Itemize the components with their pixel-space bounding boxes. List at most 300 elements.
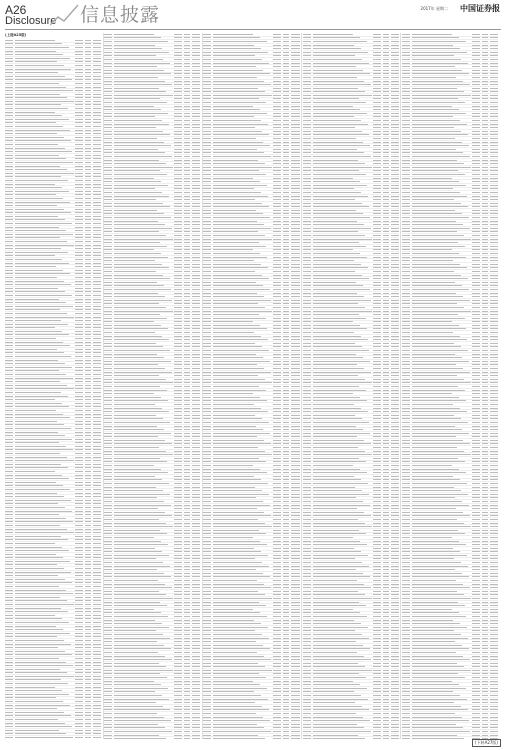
row-text	[192, 91, 200, 92]
row-text	[383, 55, 389, 56]
row-text	[283, 249, 289, 250]
row-text	[313, 181, 360, 182]
row-text	[391, 106, 399, 107]
row-text	[75, 363, 83, 364]
row-text	[5, 83, 13, 84]
decorative-line-icon	[50, 3, 80, 27]
row-text	[85, 608, 91, 609]
row-text	[93, 137, 101, 138]
row-text	[203, 623, 211, 624]
row-text	[184, 375, 190, 376]
row-text	[15, 191, 69, 192]
listing-column	[303, 33, 399, 739]
row-text	[283, 576, 289, 577]
row-text	[15, 83, 59, 84]
row-text	[75, 43, 83, 44]
row-text	[184, 221, 190, 222]
row-text	[85, 69, 91, 70]
row-text	[15, 435, 65, 436]
row-text	[174, 325, 182, 326]
row-text	[85, 277, 91, 278]
row-text	[283, 400, 289, 401]
row-text	[283, 638, 289, 639]
row-text	[203, 106, 211, 107]
row-text	[15, 259, 62, 260]
row-text	[203, 278, 211, 279]
row-text	[391, 109, 399, 110]
row-text	[75, 679, 83, 680]
row-text	[104, 213, 112, 214]
row-text	[114, 436, 158, 437]
row-text	[213, 354, 256, 355]
row-text	[192, 458, 200, 459]
row-text	[273, 533, 281, 534]
table-row	[104, 737, 200, 739]
row-text	[93, 579, 101, 580]
row-text	[75, 263, 83, 264]
row-text	[273, 307, 281, 308]
row-text	[273, 156, 281, 157]
row-text	[5, 194, 13, 195]
row-text	[273, 386, 281, 387]
row-text	[213, 548, 254, 549]
row-text	[291, 508, 299, 509]
row-text	[75, 374, 83, 375]
row-text	[93, 500, 101, 501]
row-text	[15, 687, 55, 688]
row-text	[104, 648, 112, 649]
row-text	[75, 651, 83, 652]
row-text	[93, 622, 101, 623]
row-text	[383, 127, 389, 128]
row-text	[192, 77, 200, 78]
row-text	[174, 422, 182, 423]
row-text	[93, 737, 101, 738]
row-text	[213, 591, 258, 592]
row-text	[85, 284, 91, 285]
row-text	[15, 525, 60, 526]
row-text	[15, 518, 66, 519]
row-text	[192, 41, 200, 42]
row-text	[303, 106, 311, 107]
row-text	[104, 296, 112, 297]
row-text	[174, 354, 182, 355]
listing-column	[104, 33, 200, 739]
row-text	[291, 569, 299, 570]
row-text	[5, 485, 13, 486]
row-text	[291, 429, 299, 430]
row-text	[203, 465, 211, 466]
row-text	[5, 241, 13, 242]
row-text	[213, 634, 262, 635]
row-text	[85, 644, 91, 645]
row-text	[283, 501, 289, 502]
row-text	[85, 130, 91, 131]
row-text	[283, 142, 289, 143]
row-text	[104, 267, 112, 268]
row-text	[213, 289, 270, 290]
row-text	[93, 381, 101, 382]
row-text	[15, 557, 63, 558]
row-text	[85, 525, 91, 526]
row-text	[15, 302, 66, 303]
row-text	[291, 616, 299, 617]
row-text	[203, 52, 211, 53]
row-text	[192, 656, 200, 657]
row-text	[291, 602, 299, 603]
row-text	[75, 536, 83, 537]
row-text	[5, 306, 13, 307]
row-text	[114, 307, 166, 308]
row-text	[5, 629, 13, 630]
row-text	[273, 346, 281, 347]
row-text	[203, 181, 211, 182]
row-text	[15, 475, 62, 476]
row-text	[383, 34, 389, 35]
row-text	[383, 120, 389, 121]
row-text	[213, 113, 267, 114]
row-text	[203, 548, 211, 549]
row-text	[291, 411, 299, 412]
row-text	[273, 253, 281, 254]
row-text	[85, 471, 91, 472]
row-text	[15, 507, 65, 508]
row-text	[203, 562, 211, 563]
row-text	[174, 677, 182, 678]
row-text	[192, 174, 200, 175]
row-text	[184, 275, 190, 276]
row-text	[104, 652, 112, 653]
row-text	[5, 392, 13, 393]
row-text	[192, 318, 200, 319]
row-text	[104, 645, 112, 646]
row-text	[114, 285, 164, 286]
row-text	[213, 167, 272, 168]
row-text	[203, 242, 211, 243]
row-text	[85, 715, 91, 716]
row-text	[174, 282, 182, 283]
row-text	[213, 382, 272, 383]
row-text	[174, 102, 182, 103]
row-text	[291, 224, 299, 225]
row-text	[15, 252, 68, 253]
row-text	[5, 662, 13, 663]
row-text	[184, 641, 190, 642]
row-text	[273, 336, 281, 337]
row-text	[85, 349, 91, 350]
row-text	[383, 37, 389, 38]
row-text	[273, 483, 281, 484]
row-text	[291, 260, 299, 261]
row-text	[174, 73, 182, 74]
row-text	[373, 109, 381, 110]
row-text	[283, 476, 289, 477]
row-text	[303, 113, 311, 114]
row-text	[15, 104, 61, 105]
row-text	[15, 636, 57, 637]
row-text	[15, 417, 70, 418]
row-text	[291, 440, 299, 441]
row-text	[283, 594, 289, 595]
row-text	[303, 59, 311, 60]
row-text	[283, 479, 289, 480]
row-text	[203, 221, 211, 222]
row-text	[184, 160, 190, 161]
row-text	[75, 424, 83, 425]
row-text	[213, 59, 262, 60]
row-text	[203, 228, 211, 229]
row-text	[93, 669, 101, 670]
row-text	[213, 311, 272, 312]
row-text	[174, 188, 182, 189]
row-text	[203, 59, 211, 60]
row-text	[273, 735, 281, 736]
row-text	[93, 690, 101, 691]
row-text	[184, 404, 190, 405]
row-text	[15, 622, 69, 623]
row-text	[93, 281, 101, 282]
row-text	[273, 602, 281, 603]
row-text	[313, 102, 366, 103]
row-text	[104, 472, 112, 473]
row-text	[203, 433, 211, 434]
row-text	[114, 203, 163, 204]
row-text	[192, 149, 200, 150]
row-text	[291, 84, 299, 85]
row-text	[15, 79, 72, 80]
row-text	[85, 302, 91, 303]
row-text	[192, 738, 200, 739]
row-text	[273, 328, 281, 329]
row-text	[213, 584, 264, 585]
row-text	[213, 77, 257, 78]
row-text	[15, 40, 55, 41]
row-text	[15, 306, 73, 307]
row-text	[5, 61, 13, 62]
row-text	[291, 63, 299, 64]
row-text	[174, 257, 182, 258]
row-text	[291, 170, 299, 171]
row-text	[213, 368, 264, 369]
row-text	[213, 285, 263, 286]
row-text	[273, 199, 281, 200]
row-text	[114, 422, 170, 423]
row-text	[15, 43, 62, 44]
row-text	[174, 691, 182, 692]
row-text	[93, 694, 101, 695]
row-text	[85, 428, 91, 429]
row-text	[104, 487, 112, 488]
row-text	[85, 593, 91, 594]
row-text	[174, 289, 182, 290]
row-text	[5, 679, 13, 680]
row-text	[184, 458, 190, 459]
row-text	[104, 239, 112, 240]
row-text	[273, 296, 281, 297]
row-text	[114, 400, 168, 401]
row-text	[5, 529, 13, 530]
row-text	[104, 454, 112, 455]
row-text	[273, 548, 281, 549]
row-text	[184, 95, 190, 96]
row-text	[104, 702, 112, 703]
row-text	[15, 442, 59, 443]
row-text	[203, 411, 211, 412]
row-text	[85, 536, 91, 537]
row-text	[93, 54, 101, 55]
row-text	[213, 659, 271, 660]
row-text	[184, 289, 190, 290]
row-text	[273, 63, 281, 64]
row-text	[104, 149, 112, 150]
row-text	[75, 493, 83, 494]
row-text	[104, 404, 112, 405]
row-text	[291, 318, 299, 319]
row-text	[273, 713, 281, 714]
row-text	[104, 37, 112, 38]
row-text	[184, 145, 190, 146]
row-text	[75, 151, 83, 152]
row-text	[5, 119, 13, 120]
row-text	[15, 72, 58, 73]
row-text	[184, 84, 190, 85]
row-text	[75, 593, 83, 594]
row-text	[104, 178, 112, 179]
row-text	[174, 673, 182, 674]
row-text	[174, 472, 182, 473]
row-text	[291, 724, 299, 725]
row-text	[192, 282, 200, 283]
row-text	[273, 116, 281, 117]
row-text	[174, 343, 182, 344]
row-text	[114, 282, 157, 283]
row-text	[85, 708, 91, 709]
row-text	[203, 41, 211, 42]
row-text	[291, 336, 299, 337]
row-text	[213, 627, 268, 628]
row-text	[75, 349, 83, 350]
row-text	[5, 478, 13, 479]
row-text	[192, 530, 200, 531]
row-text	[174, 339, 182, 340]
row-text	[5, 205, 13, 206]
row-text	[273, 695, 281, 696]
row-text	[203, 289, 211, 290]
row-text	[192, 267, 200, 268]
row-text	[104, 591, 112, 592]
row-text	[174, 641, 182, 642]
row-text	[192, 443, 200, 444]
row-text	[15, 388, 74, 389]
row-text	[291, 645, 299, 646]
row-text	[5, 471, 13, 472]
row-text	[85, 241, 91, 242]
row-text	[192, 404, 200, 405]
row-text	[192, 418, 200, 419]
row-text	[174, 627, 182, 628]
row-text	[373, 163, 381, 164]
row-text	[303, 63, 311, 64]
row-text	[114, 63, 170, 64]
row-text	[213, 652, 257, 653]
row-text	[273, 609, 281, 610]
row-text	[283, 537, 289, 538]
row-text	[283, 526, 289, 527]
row-text	[213, 418, 262, 419]
row-text	[203, 81, 211, 82]
row-text	[85, 503, 91, 504]
row-text	[5, 507, 13, 508]
row-text	[104, 160, 112, 161]
row-text	[184, 213, 190, 214]
row-text	[174, 213, 182, 214]
row-text	[213, 242, 259, 243]
row-text	[75, 547, 83, 548]
row-text	[85, 245, 91, 246]
row-text	[174, 52, 182, 53]
row-text	[373, 185, 381, 186]
row-text	[174, 242, 182, 243]
row-text	[273, 45, 281, 46]
row-text	[5, 557, 13, 558]
row-text	[85, 198, 91, 199]
row-text	[5, 126, 13, 127]
row-text	[5, 115, 13, 116]
row-text	[104, 131, 112, 132]
row-text	[93, 248, 101, 249]
row-text	[104, 48, 112, 49]
row-text	[203, 127, 211, 128]
row-text	[213, 598, 272, 599]
row-text	[213, 109, 260, 110]
row-text	[203, 160, 211, 161]
row-text	[192, 242, 200, 243]
row-text	[104, 314, 112, 315]
row-text	[93, 345, 101, 346]
row-text	[273, 278, 281, 279]
row-text	[174, 483, 182, 484]
row-text	[303, 156, 311, 157]
row-text	[114, 458, 160, 459]
row-text	[273, 228, 281, 229]
row-text	[75, 662, 83, 663]
row-text	[283, 530, 289, 531]
row-text	[5, 514, 13, 515]
row-text	[383, 52, 389, 53]
row-text	[15, 385, 67, 386]
row-text	[192, 523, 200, 524]
row-text	[192, 307, 200, 308]
row-text	[75, 133, 83, 134]
row-text	[93, 406, 101, 407]
row-text	[15, 561, 70, 562]
row-text	[114, 670, 173, 671]
row-text	[93, 708, 101, 709]
row-text	[283, 717, 289, 718]
row-text	[75, 194, 83, 195]
row-text	[75, 212, 83, 213]
row-text	[303, 91, 311, 92]
row-text	[114, 461, 167, 462]
row-text	[291, 731, 299, 732]
row-text	[85, 273, 91, 274]
row-text	[273, 627, 281, 628]
row-text	[213, 228, 271, 229]
row-text	[192, 587, 200, 588]
row-text	[85, 446, 91, 447]
row-text	[15, 162, 73, 163]
row-text	[93, 514, 101, 515]
